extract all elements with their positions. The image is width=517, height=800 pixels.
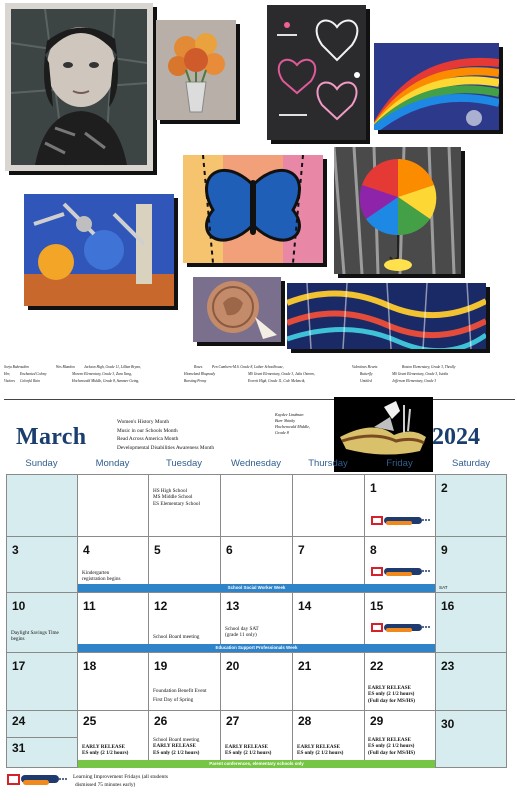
artwork-butterfly <box>183 155 323 263</box>
calendar-cell-empty <box>6 474 78 537</box>
credit-text: Boston Elementary, Grade 3, Theully <box>402 365 456 369</box>
calendar-cell-day-24[interactable] <box>6 710 78 738</box>
day-number: 1 <box>370 481 377 495</box>
event-line: First Day of Spring <box>153 697 194 704</box>
event-line: begins <box>11 636 25 643</box>
event-line: ES only (2 1/2 hours) <box>153 749 200 756</box>
day-event <box>153 737 199 756</box>
day-number: 16 <box>441 599 455 613</box>
calendar-cell-day-31[interactable] <box>6 737 78 768</box>
event-line: (Full day for MS/HS) <box>368 697 416 704</box>
school-level-key <box>153 488 200 507</box>
credit-text: Untitled <box>360 379 372 383</box>
day-event <box>82 570 120 583</box>
day-number: 31 <box>12 741 26 755</box>
divider <box>4 399 515 400</box>
calendar-cell-day-2[interactable] <box>435 474 507 537</box>
event-line: EARLY RELEASE <box>225 744 269 750</box>
credit-text: Bursting Penny <box>184 379 207 383</box>
credit-text: Colorful Rain <box>20 379 40 383</box>
credit-text: Pen Cambero-M.S. Grade 8, Luther Schoolhouse, <box>212 365 284 369</box>
day-number: 26 <box>154 714 168 728</box>
year-title: 2024 <box>432 424 480 450</box>
day-number: 22 <box>370 659 384 673</box>
event-line: EARLY RELEASE <box>297 744 341 750</box>
learning-improvement-friday-icon <box>370 515 432 526</box>
featured-artist-credit <box>275 412 310 436</box>
calendar-cell-day-10[interactable] <box>6 592 78 653</box>
observance: Music in our Schools Month <box>117 427 178 434</box>
credit-text: Moreno Elementary, Grade 3, Zara Yang, <box>72 372 132 376</box>
day-number: 19 <box>154 659 168 673</box>
credit-text: MS Grant Elementary, Grade 3, Istolia <box>392 372 449 376</box>
calendar-cell-day-21[interactable] <box>292 652 365 711</box>
day-number: 11 <box>83 599 96 613</box>
legend-line: dismissed 75 minutes early) <box>75 782 136 788</box>
event-line: registration begins <box>82 576 121 583</box>
day-number: 29 <box>370 714 384 728</box>
learning-improvement-friday-icon <box>370 566 432 577</box>
event-line: ES only (2 1/2 hours) <box>368 743 415 750</box>
calendar-cell-key <box>148 474 221 537</box>
credit-text: Enchanted Colony <box>20 372 47 376</box>
day-event <box>368 685 415 704</box>
calendar-cell-empty <box>220 474 293 537</box>
credit-line: Grade 8 <box>275 430 289 435</box>
key-line: MS Middle School <box>153 494 193 501</box>
day-number: 3 <box>12 543 19 557</box>
calendar-cell-day-22[interactable] <box>364 652 436 711</box>
weekday-monday: Monday <box>95 458 130 469</box>
school-social-worker-week-band: School Social Worker Week <box>78 584 435 592</box>
observance: Women's History Month <box>117 419 170 425</box>
weekday-tuesday: Tuesday <box>165 458 203 469</box>
credit-text: Sorja Bahroudim <box>4 365 29 369</box>
day-number: 4 <box>83 543 90 557</box>
credit-line: Burr Shinky <box>275 418 296 423</box>
event-line: (grade 11 only) <box>225 632 257 639</box>
credit-text: Her, <box>4 372 11 376</box>
calendar-cell-day-17[interactable] <box>6 652 78 711</box>
day-number: 5 <box>154 543 161 557</box>
day-number: 21 <box>298 659 312 673</box>
calendar-cell-empty <box>292 474 365 537</box>
weekday-wednesday: Wednesday <box>231 458 281 469</box>
month-title: March <box>16 424 87 450</box>
event-line: EARLY RELEASE <box>368 737 412 743</box>
observance: Read Across America Month <box>117 436 179 443</box>
calendar-cell-day-16[interactable] <box>435 592 507 653</box>
event-line: Kindergarten <box>82 570 110 576</box>
credit-text: Butterfly <box>360 372 373 376</box>
calendar-cell-day-18[interactable] <box>77 652 149 711</box>
day-number: 9 <box>441 543 448 557</box>
day-number: 23 <box>441 659 455 673</box>
learning-improvement-friday-icon <box>370 622 432 633</box>
monthly-observances <box>117 418 214 453</box>
event-line: School Board meeting <box>153 737 200 743</box>
day-number: 12 <box>154 599 168 613</box>
event-line: ES only (2 1/2 hours) <box>297 750 344 757</box>
day-event <box>225 626 259 639</box>
day-number: 10 <box>12 599 26 613</box>
legend-text <box>73 773 168 789</box>
calendar-cell-day-3[interactable] <box>6 536 78 593</box>
artwork-abstract <box>287 283 486 349</box>
day-event: SAT <box>439 585 448 590</box>
event-line: ES only (2 1/2 hours) <box>368 691 415 698</box>
day-number: 14 <box>298 599 312 613</box>
weekday-thursday: Thursday <box>308 458 348 469</box>
event-line: Daylight Savings Time <box>11 630 59 636</box>
day-event <box>82 744 128 757</box>
weekday-friday: Friday <box>386 458 413 469</box>
credit-text: Jackson High, Grade 11, Lillian Bryan, <box>84 365 141 369</box>
key-line: HS High School <box>153 488 188 494</box>
credit-text: Everett High, Grade 11, Cole Melancik, <box>248 379 306 383</box>
parent-conferences-band: Parent conferences, elementary schools only <box>78 760 435 768</box>
artwork-valentines <box>267 5 366 140</box>
artwork-credits <box>4 364 514 394</box>
credit-line: Hochenwald Middle, <box>275 424 311 429</box>
day-event <box>225 744 271 757</box>
calendar-cell-day-23[interactable] <box>435 652 507 711</box>
artwork-enchanted-colony <box>24 194 174 306</box>
day-number: 18 <box>83 659 97 673</box>
day-number: 20 <box>226 659 240 673</box>
day-number: 25 <box>83 714 97 728</box>
day-number: 27 <box>226 714 240 728</box>
day-event <box>368 737 415 756</box>
day-number: 6 <box>226 543 233 557</box>
day-event <box>153 688 207 704</box>
credits-row-3 <box>4 378 514 385</box>
day-number: 13 <box>226 599 240 613</box>
calendar-cell-empty <box>77 474 149 537</box>
artwork-colorful-rain <box>334 147 461 274</box>
day-number: 7 <box>298 543 305 557</box>
artwork-portrait <box>5 3 153 171</box>
day-number: 2 <box>441 481 448 495</box>
calendar-cell-day-30[interactable] <box>435 710 507 768</box>
weekday-sunday: Sunday <box>25 458 58 469</box>
day-number: 24 <box>12 714 26 728</box>
event-line: EARLY RELEASE <box>368 685 412 691</box>
day-event <box>297 744 343 757</box>
credit-text: Hochenwald Middle, Grade 8, Summer Geing, <box>72 379 140 383</box>
credit-text: Jefferson Elementary, Grade 3 <box>392 379 437 383</box>
day-event: School Board meeting <box>153 634 200 640</box>
event-line: EARLY RELEASE <box>153 743 197 750</box>
learning-improvement-friday-icon <box>6 772 68 786</box>
day-number: 30 <box>441 717 455 731</box>
calendar-cell-day-20[interactable] <box>220 652 293 711</box>
artwork-bursting-penny <box>193 277 281 342</box>
credit-text: Roses <box>194 365 203 369</box>
credit-text: Visitors <box>4 379 15 383</box>
event-line: ES only (2 1/2 hours) <box>225 750 272 757</box>
credit-text: Hiomeland Rhapsody <box>184 372 216 376</box>
event-line: EARLY RELEASE <box>82 744 126 750</box>
day-number: 28 <box>298 714 312 728</box>
artwork-roses <box>156 20 236 120</box>
observance: Developmental Disabilities Awareness Month <box>117 445 215 452</box>
event-line: School day SAT <box>225 626 259 632</box>
weekday-saturday: Saturday <box>451 458 491 469</box>
calendar-cell-day-1[interactable] <box>364 474 436 537</box>
credits-row-2 <box>4 371 514 378</box>
artwork-rainbow <box>374 43 499 130</box>
calendar-cell-day-19[interactable] <box>148 652 221 711</box>
event-line: (Full day for MS/HS) <box>368 749 416 756</box>
credit-text: Wes Blandon <box>56 365 75 369</box>
event-line: ES only (2 1/2 hours) <box>82 750 129 757</box>
legend-line: Learning Improvement Fridays (all students <box>73 774 168 780</box>
credit-text: Valentines Hearts <box>352 365 378 369</box>
event-line: Foundation Benefit Event <box>153 688 207 694</box>
credit-text: MS Grant Elementary, Grade 3, Julia Ostrom, <box>248 372 315 376</box>
day-number: 17 <box>12 659 26 673</box>
day-number: 8 <box>370 543 377 557</box>
day-event <box>11 630 59 643</box>
key-line: ES Elementary School <box>153 500 200 507</box>
credit-line: Kaydee Lindman <box>275 412 304 417</box>
education-support-professionals-week-band: Education Support Professionals Week <box>78 644 435 652</box>
day-number: 15 <box>370 599 384 613</box>
credits-row-1 <box>4 364 514 371</box>
